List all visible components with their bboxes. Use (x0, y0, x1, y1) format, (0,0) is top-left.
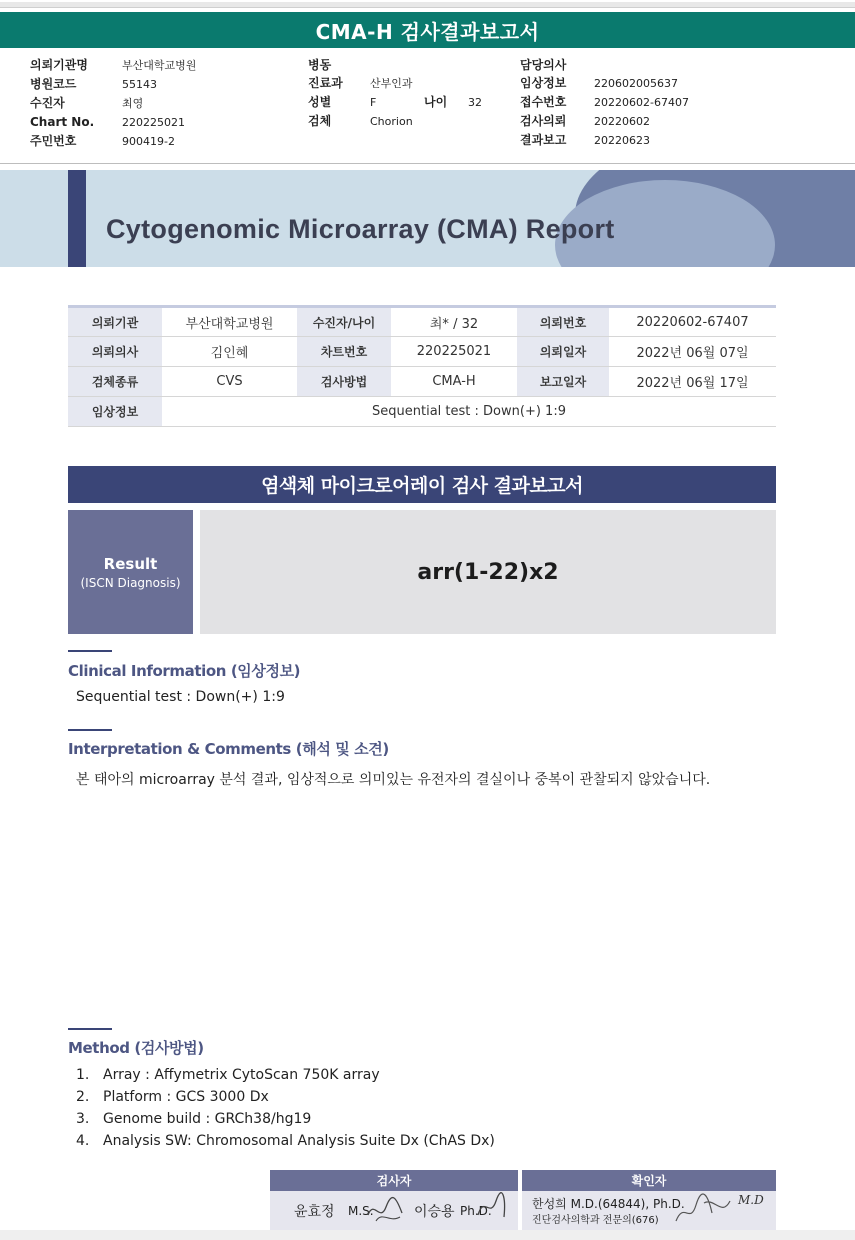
tester-body (270, 1191, 518, 1230)
table-label: 임상정보 (68, 397, 162, 427)
result-label-box (68, 510, 193, 634)
method-heading: Method (검사방법) (68, 1039, 204, 1057)
tester1-name: 윤효정 (294, 1204, 335, 1220)
table-label: 의뢰의사 (68, 337, 162, 367)
header-value: 20220623 (594, 134, 650, 147)
section-rule (68, 729, 112, 731)
list-number: 3. (76, 1111, 90, 1127)
table-label: 수진자/나이 (297, 307, 391, 337)
table-value: 최* / 32 (391, 307, 517, 337)
result-sublabel: (ISCN Diagnosis) (80, 576, 181, 590)
header-label: 의뢰기관명 (30, 58, 88, 72)
list-text: Analysis SW: Chromosomal Analysis Suite Dx (ChAS Dx) (103, 1133, 495, 1149)
table-row (68, 397, 776, 427)
table-value: 2022년 06월 17일 (609, 367, 776, 397)
header-value: 20220602 (594, 115, 650, 128)
tester-column (270, 1170, 518, 1230)
banner-title: Cytogenomic Microarray (CMA) Report (106, 214, 615, 244)
table-value: 부산대학교병원 (162, 307, 297, 337)
table-label: 검체종류 (68, 367, 162, 397)
confirmer-column (522, 1170, 776, 1230)
list-item (76, 1086, 495, 1108)
header-label: 수진자 (30, 96, 65, 110)
interpretation-heading: Interpretation & Comments (해석 및 소견) (68, 740, 389, 758)
table-row (68, 337, 776, 367)
header-label: 검사의뢰 (520, 114, 567, 128)
table-label: 차트번호 (297, 337, 391, 367)
header-label: 접수번호 (520, 95, 567, 109)
header-label: 검체 (308, 114, 332, 128)
report-title: CMA-H 검사결과보고서 (0, 12, 855, 48)
table-row (68, 307, 776, 337)
list-number: 2. (76, 1089, 90, 1105)
table-label: 검사방법 (297, 367, 391, 397)
table-value: CVS (162, 367, 297, 397)
header-label: 임상정보 (520, 76, 567, 90)
table-label: 의뢰일자 (517, 337, 609, 367)
header-value: 220602005637 (594, 77, 678, 90)
table-value: CMA-H (391, 367, 517, 397)
table-value: Sequential test : Down(+) 1:9 (162, 397, 776, 427)
table-label: 의뢰기관 (68, 307, 162, 337)
header-label: 주민번호 (30, 134, 77, 148)
signature-table (270, 1170, 776, 1230)
tester1-signature (366, 1193, 406, 1227)
confirmer-body (522, 1191, 776, 1230)
header-label: 성별 (308, 95, 332, 109)
tester1-title: M.S. (348, 1204, 374, 1218)
header-label: 병원코드 (30, 77, 77, 91)
header-value: 900419-2 (122, 135, 175, 148)
header-label: Chart No. (30, 115, 95, 129)
confirmer-signature (674, 1191, 738, 1229)
method-list (76, 1064, 495, 1152)
confirmer-name: 한성희 M.D.(64844), Ph.D. (532, 1197, 685, 1211)
header-value: 산부인과 (370, 77, 413, 90)
table-value: 220225021 (391, 337, 517, 367)
result-value: arr(1-22)x2 (200, 510, 776, 634)
header-value: 32 (468, 96, 482, 109)
table-value: 20220602-67407 (609, 307, 776, 337)
list-item (76, 1130, 495, 1152)
header-divider (0, 163, 855, 164)
list-item (76, 1064, 495, 1086)
header-value: 55143 (122, 78, 157, 91)
header-label: 담당의사 (520, 58, 567, 72)
confirmer-title: 진단검사의학과 전문의(676) (532, 1215, 659, 1226)
tester2-title: Ph.D. (460, 1204, 492, 1218)
header-col2 (308, 56, 482, 131)
list-text: Genome build : GRCh38/hg19 (103, 1111, 312, 1127)
header-value: 부산대학교병원 (122, 59, 197, 72)
header-label: 나이 (424, 95, 448, 109)
top-border (0, 2, 855, 8)
report-banner (0, 170, 855, 267)
header-value: Chorion (370, 115, 413, 128)
confirmer-signature-text: M.D (738, 1193, 764, 1207)
clinical-text: Sequential test : Down(+) 1:9 (76, 689, 285, 705)
list-text: Array : Affymetrix CytoScan 750K array (103, 1067, 380, 1083)
tester2-signature (474, 1191, 510, 1227)
header-label: 병동 (308, 58, 332, 72)
list-item (76, 1108, 495, 1130)
interpretation-text: 본 태아의 microarray 분석 결과, 임상적으로 의미있는 유전자의 결실이나 중복이 관찰되지 않았습니다. (76, 772, 711, 788)
table-label: 보고일자 (517, 367, 609, 397)
table-row (68, 367, 776, 397)
clinical-heading: Clinical Information (임상정보) (68, 662, 301, 680)
header-value: F (370, 96, 377, 109)
header-col1 (30, 56, 196, 151)
table-label: 의뢰번호 (517, 307, 609, 337)
patient-info-table (68, 305, 776, 427)
section-rule (68, 650, 112, 652)
tester-header: 검사자 (270, 1170, 518, 1191)
header-value: 20220602-67407 (594, 96, 689, 109)
section-title: 염색체 마이크로어레이 검사 결과보고서 (68, 466, 776, 503)
banner-accent-bar (68, 170, 86, 267)
section-rule (68, 1028, 112, 1030)
header-label: 진료과 (308, 76, 343, 90)
header-value: 최영 (122, 97, 144, 110)
header-label: 결과보고 (520, 133, 567, 147)
list-number: 4. (76, 1133, 90, 1149)
table-value: 김인혜 (162, 337, 297, 367)
header-col3 (520, 56, 689, 150)
list-text: Platform : GCS 3000 Dx (103, 1089, 269, 1105)
list-number: 1. (76, 1067, 90, 1083)
result-label: Result (103, 555, 158, 573)
confirmer-header: 확인자 (522, 1170, 776, 1191)
header-value: 220225021 (122, 116, 185, 129)
table-value: 2022년 06월 07일 (609, 337, 776, 367)
tester2-name: 이승용 (414, 1204, 455, 1220)
bottom-strip (0, 1230, 855, 1240)
